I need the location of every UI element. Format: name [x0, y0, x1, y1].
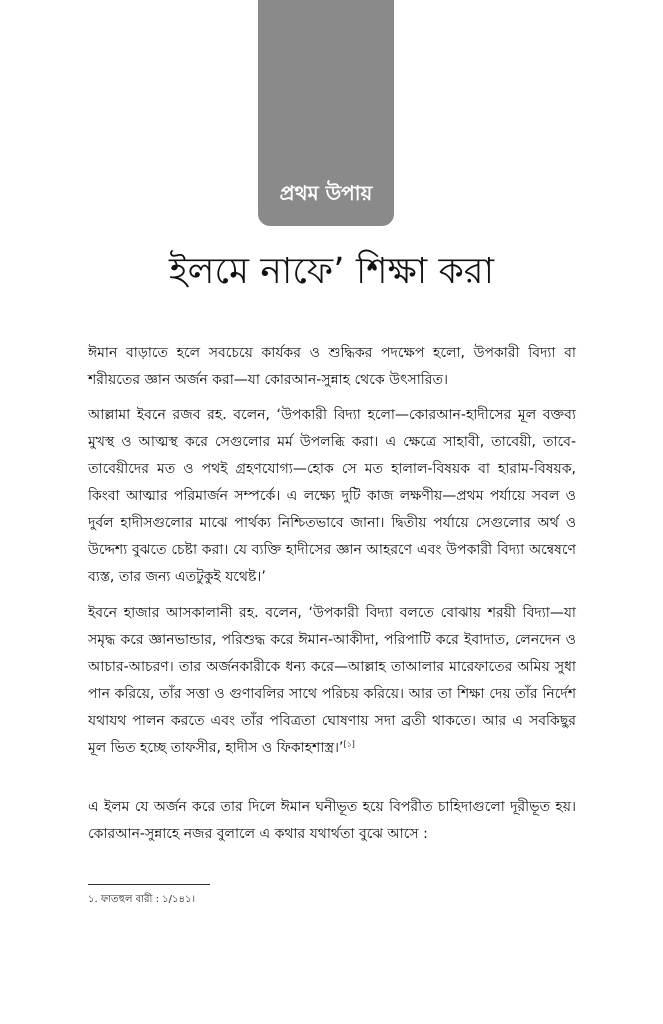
paragraph-ibn-rajab-quote: আল্লামা ইবনে রজব রহ. বলেন, ‘উপকারী বিদ্যা হলো—কোরআন-হাদীসের মূল বক্তব্য মুখস্থ ও আত্মস্থ করে সেগুলোর মর্ম উপলব্ধি করা। এ ক্ষেত্রে সাহাবী, তাবেয়ী, তাবে-তাবেয়ীদের মত ও পথই গ্রহণযোগ্য—হোক সে মত হালাল-বিষয়ক বা হারাম-বিষয়ক, কিংবা আত্মার পরিমার্জন সম্পর্কে। এ লক্ষ্যে দুটি কাজ লক্ষণীয়—প্রথম পর্যায়ে সবল ও দুর্বল হাদীসগুলোর মাঝে পার্থক্য নিশ্চিতভাবে জানা। দ্বিতীয় পর্যায়ে সেগুলোর অর্থ ও উদ্দেশ্য বুঝতে চেষ্টা করা। যে ব্যক্তি হাদীসের জ্ঞান আহরণে এবং উপকারী বিদ্যা অন্বেষণে ব্যস্ত, তার জন্য এতটুকুই যথেষ্ট।’ [88, 407, 576, 585]
footnote-text: ১. ফাতহুল বারী : ১/১৪১। [88, 894, 196, 905]
chapter-tab [258, 0, 394, 226]
paragraph-intro: ঈমান বাড়াতে হলে সবচেয়ে কার্যকর ও শুদ্ধিকর পদক্ষেপ হলো, উপকারী বিদ্যা বা শরীয়তের জ্ঞান অর্জন করা—যা কোরআন-সুন্নাহ থেকে উৎসারিত। [88, 345, 576, 388]
chapter-label: প্রথম উপায় [279, 181, 373, 205]
footnote-reference[interactable]: [১] [343, 739, 355, 749]
footnote-divider [88, 884, 210, 885]
paragraph-ibn-hajar-text: ইবনে হাজার আসকালানী রহ. বলেন, ‘উপকারী বিদ্যা বলতে বোঝায় শরয়ী বিদ্যা—যা সমৃদ্ধ করে জ্ঞানভান্ডার, পরিশুদ্ধ করে ঈমান-আকীদা, পরিপাটি করে ইবাদাত, লেনদেন ও আচার-আচরণ। তার অর্জনকারীকে ধন্য করে—আল্লাহ তাআলার মারেফাতের অমিয় সুধা পান করিয়ে, তাঁর সত্তা ও গুণাবলির সাথে পরিচয় করিয়ে। আর তা শিক্ষা দেয় তাঁর নির্দেশ যথাযথ পালন করতে এবং তাঁর পবিত্রতা ঘোষণায় সদা ব্রতী থাকতে। আর এ সবকিছুর মূল ভিত হচ্ছে তাফসীর, হাদীস ও ফিকাহশাস্ত্র।’ [88, 605, 576, 756]
paragraph-conclusion: এ ইলম যে অর্জন করে তার দিলে ঈমান ঘনীভূত হয়ে বিপরীত চাহিদাগুলো দূরীভূত হয়। কোরআন-সুন্নাহে নজর বুলালে এ কথার যথার্থতা বুঝে আসে : [88, 799, 576, 842]
page-title: ইলমে নাফে’ শিক্ষা করা [168, 251, 495, 292]
paragraph-ibn-hajar-quote [88, 600, 576, 762]
